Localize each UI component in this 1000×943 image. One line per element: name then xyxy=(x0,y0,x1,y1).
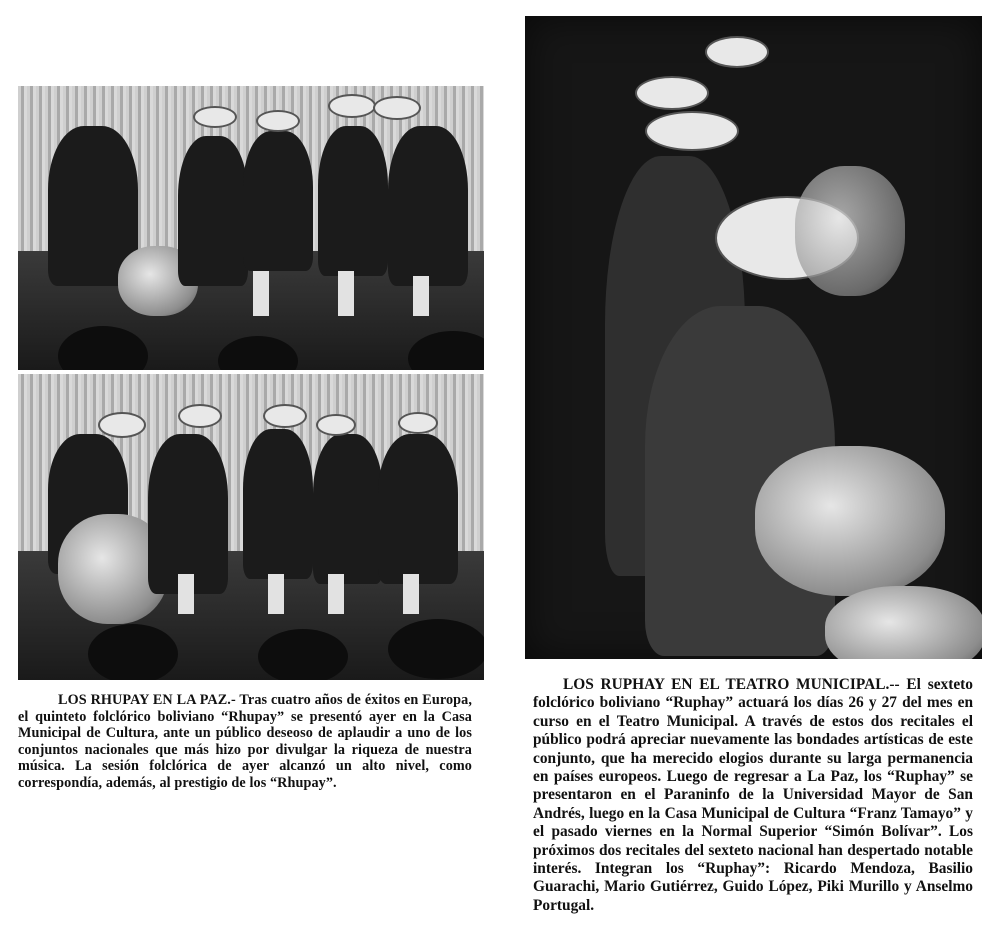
performer xyxy=(378,434,458,584)
left-caption-body: Tras cuatro años de éxitos en Europa, el quinteto folclórico boliviano “Rhupay” se presentó ayer en la Casa Municipal de Cultura, ante un público deseoso de aplaudir a uno de los conjuntos nacionales que más hizo por divulgar la riqueza de nuestra música. La sesión folclórica de ayer alcanzó un alto nivel, como correspondía, además, al prestigio de los “Rhupay”. xyxy=(18,692,472,791)
performer-leg xyxy=(328,574,344,614)
performer xyxy=(388,126,468,286)
performer-leg xyxy=(403,574,419,614)
performer xyxy=(178,136,248,286)
performer-leg xyxy=(338,271,354,316)
performer-leg xyxy=(178,574,194,614)
audience-head xyxy=(258,629,348,680)
hat xyxy=(178,404,222,428)
hat xyxy=(705,36,769,68)
hat xyxy=(193,106,237,128)
hat xyxy=(316,414,356,436)
hat xyxy=(263,404,307,428)
performer xyxy=(243,131,313,271)
photo-band-top xyxy=(18,86,484,370)
performer xyxy=(313,434,383,584)
audience-head xyxy=(88,624,178,680)
right-caption-headline: LOS RUPHAY EN EL TEATRO MUNICIPAL.-- xyxy=(563,676,900,693)
hat xyxy=(635,76,709,110)
drum xyxy=(825,586,982,659)
drum xyxy=(755,446,945,596)
left-caption xyxy=(18,692,472,791)
performer-leg xyxy=(253,271,269,316)
performer xyxy=(148,434,228,594)
performer xyxy=(318,126,388,276)
performer-leg xyxy=(268,574,284,614)
audience-head xyxy=(388,619,484,679)
performer xyxy=(243,429,313,579)
left-caption-headline: LOS RHUPAY EN LA PAZ.- xyxy=(58,692,236,708)
hat xyxy=(328,94,376,118)
hat xyxy=(398,412,438,434)
right-caption-body: El sexteto folclórico boliviano “Ruphay” actuará los días 26 y 27 del mes en curso en el Teatro Municipal. A través de estos dos recitales el público podrá apreciar nuevamente las bondades artísticas de este conjunto, que ha merecido elogios durante su larga permanencia en países europeos. Luego de regresar a La Paz, los “Ruphay” se presentaron en el Paraninfo de la Universidad Mayor de San Andrés, luego en la Casa Municipal de Cultura “Franz Tamayo” y el pasado viernes en la Normal Superior “Simón Bolívar”. Los próximos dos recitales del sexteto nacional han despertado notable interés. Integran los “Ruphay”: Ricardo Mendoza, Basilio Guarachi, Mario Gutiérrez, Guido López, Piki Murillo y Anselmo Portugal. xyxy=(533,676,973,914)
photo-drummers-closeup xyxy=(525,16,982,659)
performer-leg xyxy=(413,276,429,316)
photo-band-bottom xyxy=(18,374,484,680)
right-caption xyxy=(533,676,973,915)
hat xyxy=(256,110,300,132)
drum xyxy=(795,166,905,296)
hat xyxy=(98,412,146,438)
hat xyxy=(645,111,739,151)
hat xyxy=(373,96,421,120)
